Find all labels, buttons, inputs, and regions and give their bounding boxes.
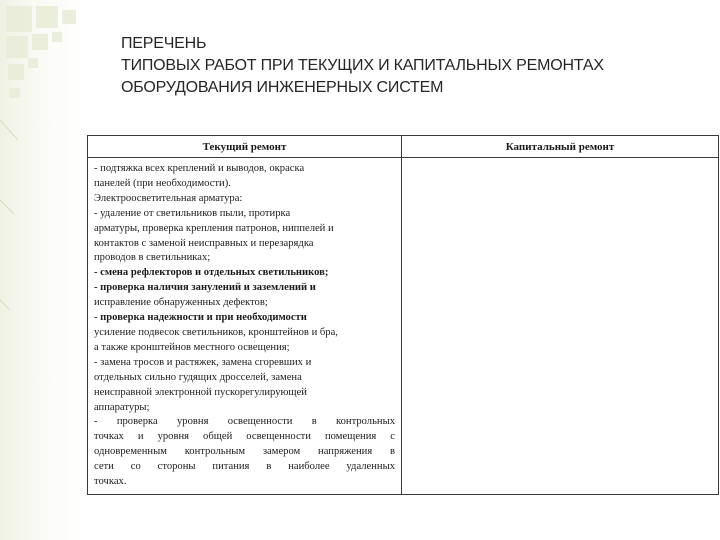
- list-item: неисправной электронной пускорегулирующей: [94, 386, 307, 398]
- list-item: усиление подвесок светильников, кронштейнов и бра,: [94, 326, 338, 338]
- current-repair-cell: [88, 158, 402, 495]
- list-item: отдельных сильно гудящих дросселей, замена: [94, 371, 302, 383]
- table-row: [88, 158, 719, 495]
- capital-repair-cell: [402, 158, 719, 495]
- repair-works-table: [87, 135, 719, 495]
- list-item: аппаратуры;: [94, 401, 150, 413]
- list-item: точках и уровня общей освещенности помещения с: [94, 431, 395, 443]
- page-title: [121, 33, 604, 99]
- title-line-3: ОБОРУДОВАНИЯ ИНЖЕНЕРНЫХ СИСТЕМ: [121, 79, 444, 96]
- list-item: а также кронштейнов местного освещения;: [94, 341, 290, 353]
- list-item: - смена рефлекторов и отдельных светильников;: [94, 267, 329, 279]
- title-line-1: ПЕРЕЧЕНЬ: [121, 35, 207, 52]
- list-item: точках.: [94, 476, 127, 488]
- list-item: - проверка надежности и при необходимости: [94, 312, 307, 324]
- list-item: проводов в светильниках;: [94, 252, 211, 264]
- header-capital-repair: Капитальный ремонт: [402, 136, 719, 158]
- list-item: - подтяжка всех креплений и выводов, окраска: [94, 163, 305, 174]
- list-item: арматуры, проверка крепления патронов, ниппелей и: [94, 222, 334, 234]
- list-item: - замена тросов и растяжек, замена сгоревших и: [94, 356, 312, 368]
- list-item: - удаление от светильников пыли, протирка: [94, 207, 291, 219]
- list-item: сети со стороны питания в наиболее удаленных: [94, 461, 395, 473]
- table-header-row: [88, 136, 719, 158]
- title-line-2: ТИПОВЫХ РАБОТ ПРИ ТЕКУЩИХ И КАПИТАЛЬНЫХ РЕМОНТАХ: [121, 57, 604, 74]
- list-item: одновременным контрольным замером напряжения в: [94, 446, 395, 458]
- list-item: контактов с заменой неисправных и перезарядка: [94, 237, 314, 249]
- decorative-pattern-graphic: [0, 0, 100, 540]
- list-item: - проверка наличия занулений и заземлений и: [94, 282, 316, 294]
- list-item: панелей (при необходимости).: [94, 177, 231, 189]
- list-item: исправление обнаруженных дефектов;: [94, 297, 268, 309]
- header-current-repair: Текущий ремонт: [88, 136, 402, 158]
- list-item: - проверка уровня освещенности в контрольных: [94, 416, 395, 428]
- list-item: Электроосветительная арматура:: [94, 192, 243, 204]
